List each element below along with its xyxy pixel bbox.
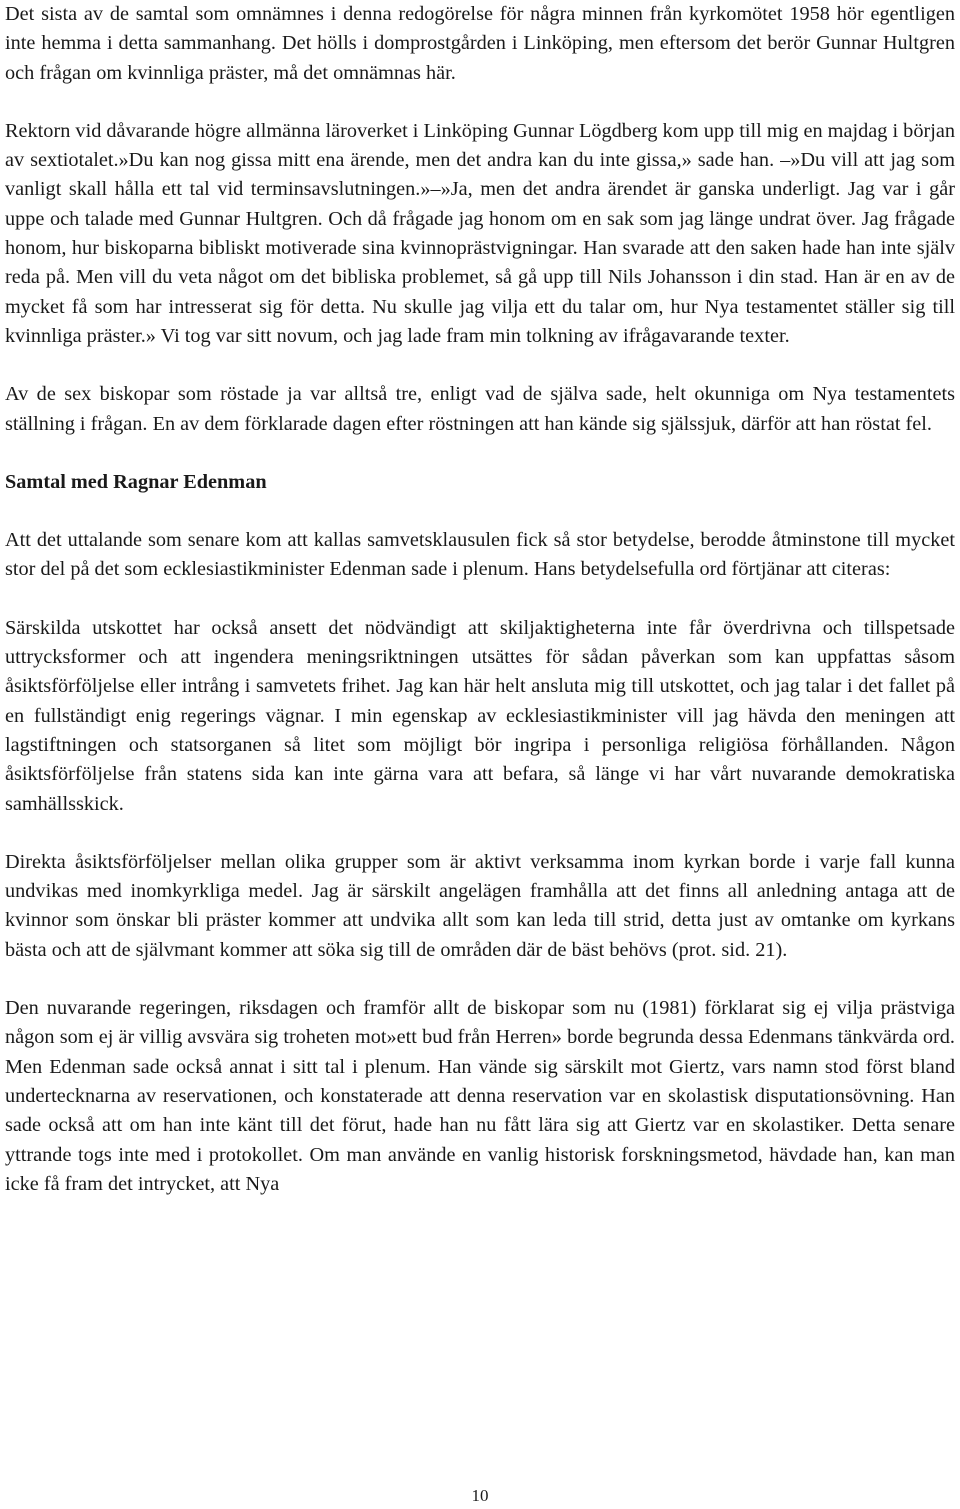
paragraph-samvetsklausulen: Att det uttalande som senare kom att kallas samvetsklausulen fick så stor betydelse, berodde åtminstone till mycket stor del på det som ecklesiastikminister Edenman sade i plenum. Hans betydelsefulla ord förtjänar att citeras: <box>5 529 955 581</box>
page-number: 10 <box>471 1486 489 1505</box>
paragraph-rektor-logdberg: Rektorn vid dåvarande högre allmänna läroverket i Linköping Gunnar Lögdberg kom upp till mig en majdag i början av sextiotalet.»Du kan nog gissa mitt ena ärende, men det andra kan du inte gissa,» sade han. –»Du vill att jag som vanligt skall hålla ett tal vid terminsavslutningen.»–»Ja, men det andra ärendet är ganska underligt. Jag var i går uppe och talade med Gunnar Hultgren. Och då frågade jag honom om en sak som jag länge undrat över. Jag frågade honom, hur biskoparna bibliskt motiverade sina kvinnoprästvigningar. Han svarade att den saken hade han inte själv reda på. Men vill du veta något om det bibliska problemet, så gå upp till Nils Johansson i din stad. Han är en av de mycket få som har intresserat sig för detta. Nu skulle jag vilja ett du talar om, hur Nya testamentet ställer sig till kvinnliga präster.» Vi tog var sitt novum, och jag lade fram min tolkning av ifrågavarande texter. <box>5 119 955 347</box>
paragraph-quote-utskottet: Särskilda utskottet har också ansett det nödvändigt att skiljaktigheterna inte får överdrivna och tillspetsade uttrycksformer och att ingendera meningsriktningen utsättes för sådan påverkan som kan uppfattas såsom åsiktsförföljelse eller intrång i samvetets frihet. Jag kan här helt ansluta mig till utskottet, och jag talar i det fallet på en fullständigt enig regerings vägnar. I min egenskap av ecklesiastikminister vill jag hävda den meningen att lagstiftningen och statsorganen så litet som möjligt bör ingripa i personliga religiösa förhållanden. Någon åsiktsförföljelse från statens sida kan inte gärna vara att befara, så länge vi har vårt nuvarande demokratiska samhällsskick. <box>5 616 955 815</box>
section-heading: Samtal med Ragnar Edenman <box>5 470 267 493</box>
paragraph-sex-biskopar: Av de sex biskopar som röstade ja var alltså tre, enligt vad de själva sade, helt okunniga om Nya testamentets ställning i frågan. En av dem förklarade dagen efter röstningen att han kände sig själssjuk, därför att han röstat fel. <box>5 383 955 435</box>
document-page <box>5 0 955 1199</box>
paragraph-quote-asiktsforfoljelser: Direkta åsiktsförföljelser mellan olika grupper som är aktivt verksamma inom kyrkan borde i varje fall kunna undvikas med inomkyrkliga medel. Jag är särskilt angelägen framhålla att det finns all anledning antaga att de kvinnor som önskar bli präster kommer att undvika allt som kan leda till strid, detta just av omtanke om kyrkans bästa och att de självmant kommer att söka sig till de områden där de bäst behövs (prot. sid. 21). <box>5 850 955 961</box>
paragraph-nuvarande-regeringen: Den nuvarande regeringen, riksdagen och framför allt de biskopar som nu (1981) förklarat sig ej vilja prästviga någon som ej är villig avsvära sig troheten mot»ett bud från Herren» borde begrunda dessa Edenmans tänkvärda ord. Men Edenman sade också annat i sitt tal i plenum. Han vände sig särskilt mot Giertz, vars namn stod först bland undertecknarna av reservationen, och konstaterade att denna reservation var en skolastisk disputationsövning. Han sade också att om han inte känt till det förut, hade han nu fått lära sig att Giertz var en skolastiker. Detta senare yttrande togs inte med i protokollet. Om man använde en vanlig historisk forskningsmetod, hävdade han, kan man icke få fram det intrycket, att Nya <box>5 997 955 1195</box>
paragraph-kyrkomotet-1958: Det sista av de samtal som omnämnes i denna redogörelse för några minnen från kyrkomötet 1958 hör egentligen inte hemma i detta sammanhang. Det hölls i domprostgården i Linköping, men eftersom det berör Gunnar Hultgren och frågan om kvinnliga präster, må det omnämnas här. <box>5 3 955 84</box>
